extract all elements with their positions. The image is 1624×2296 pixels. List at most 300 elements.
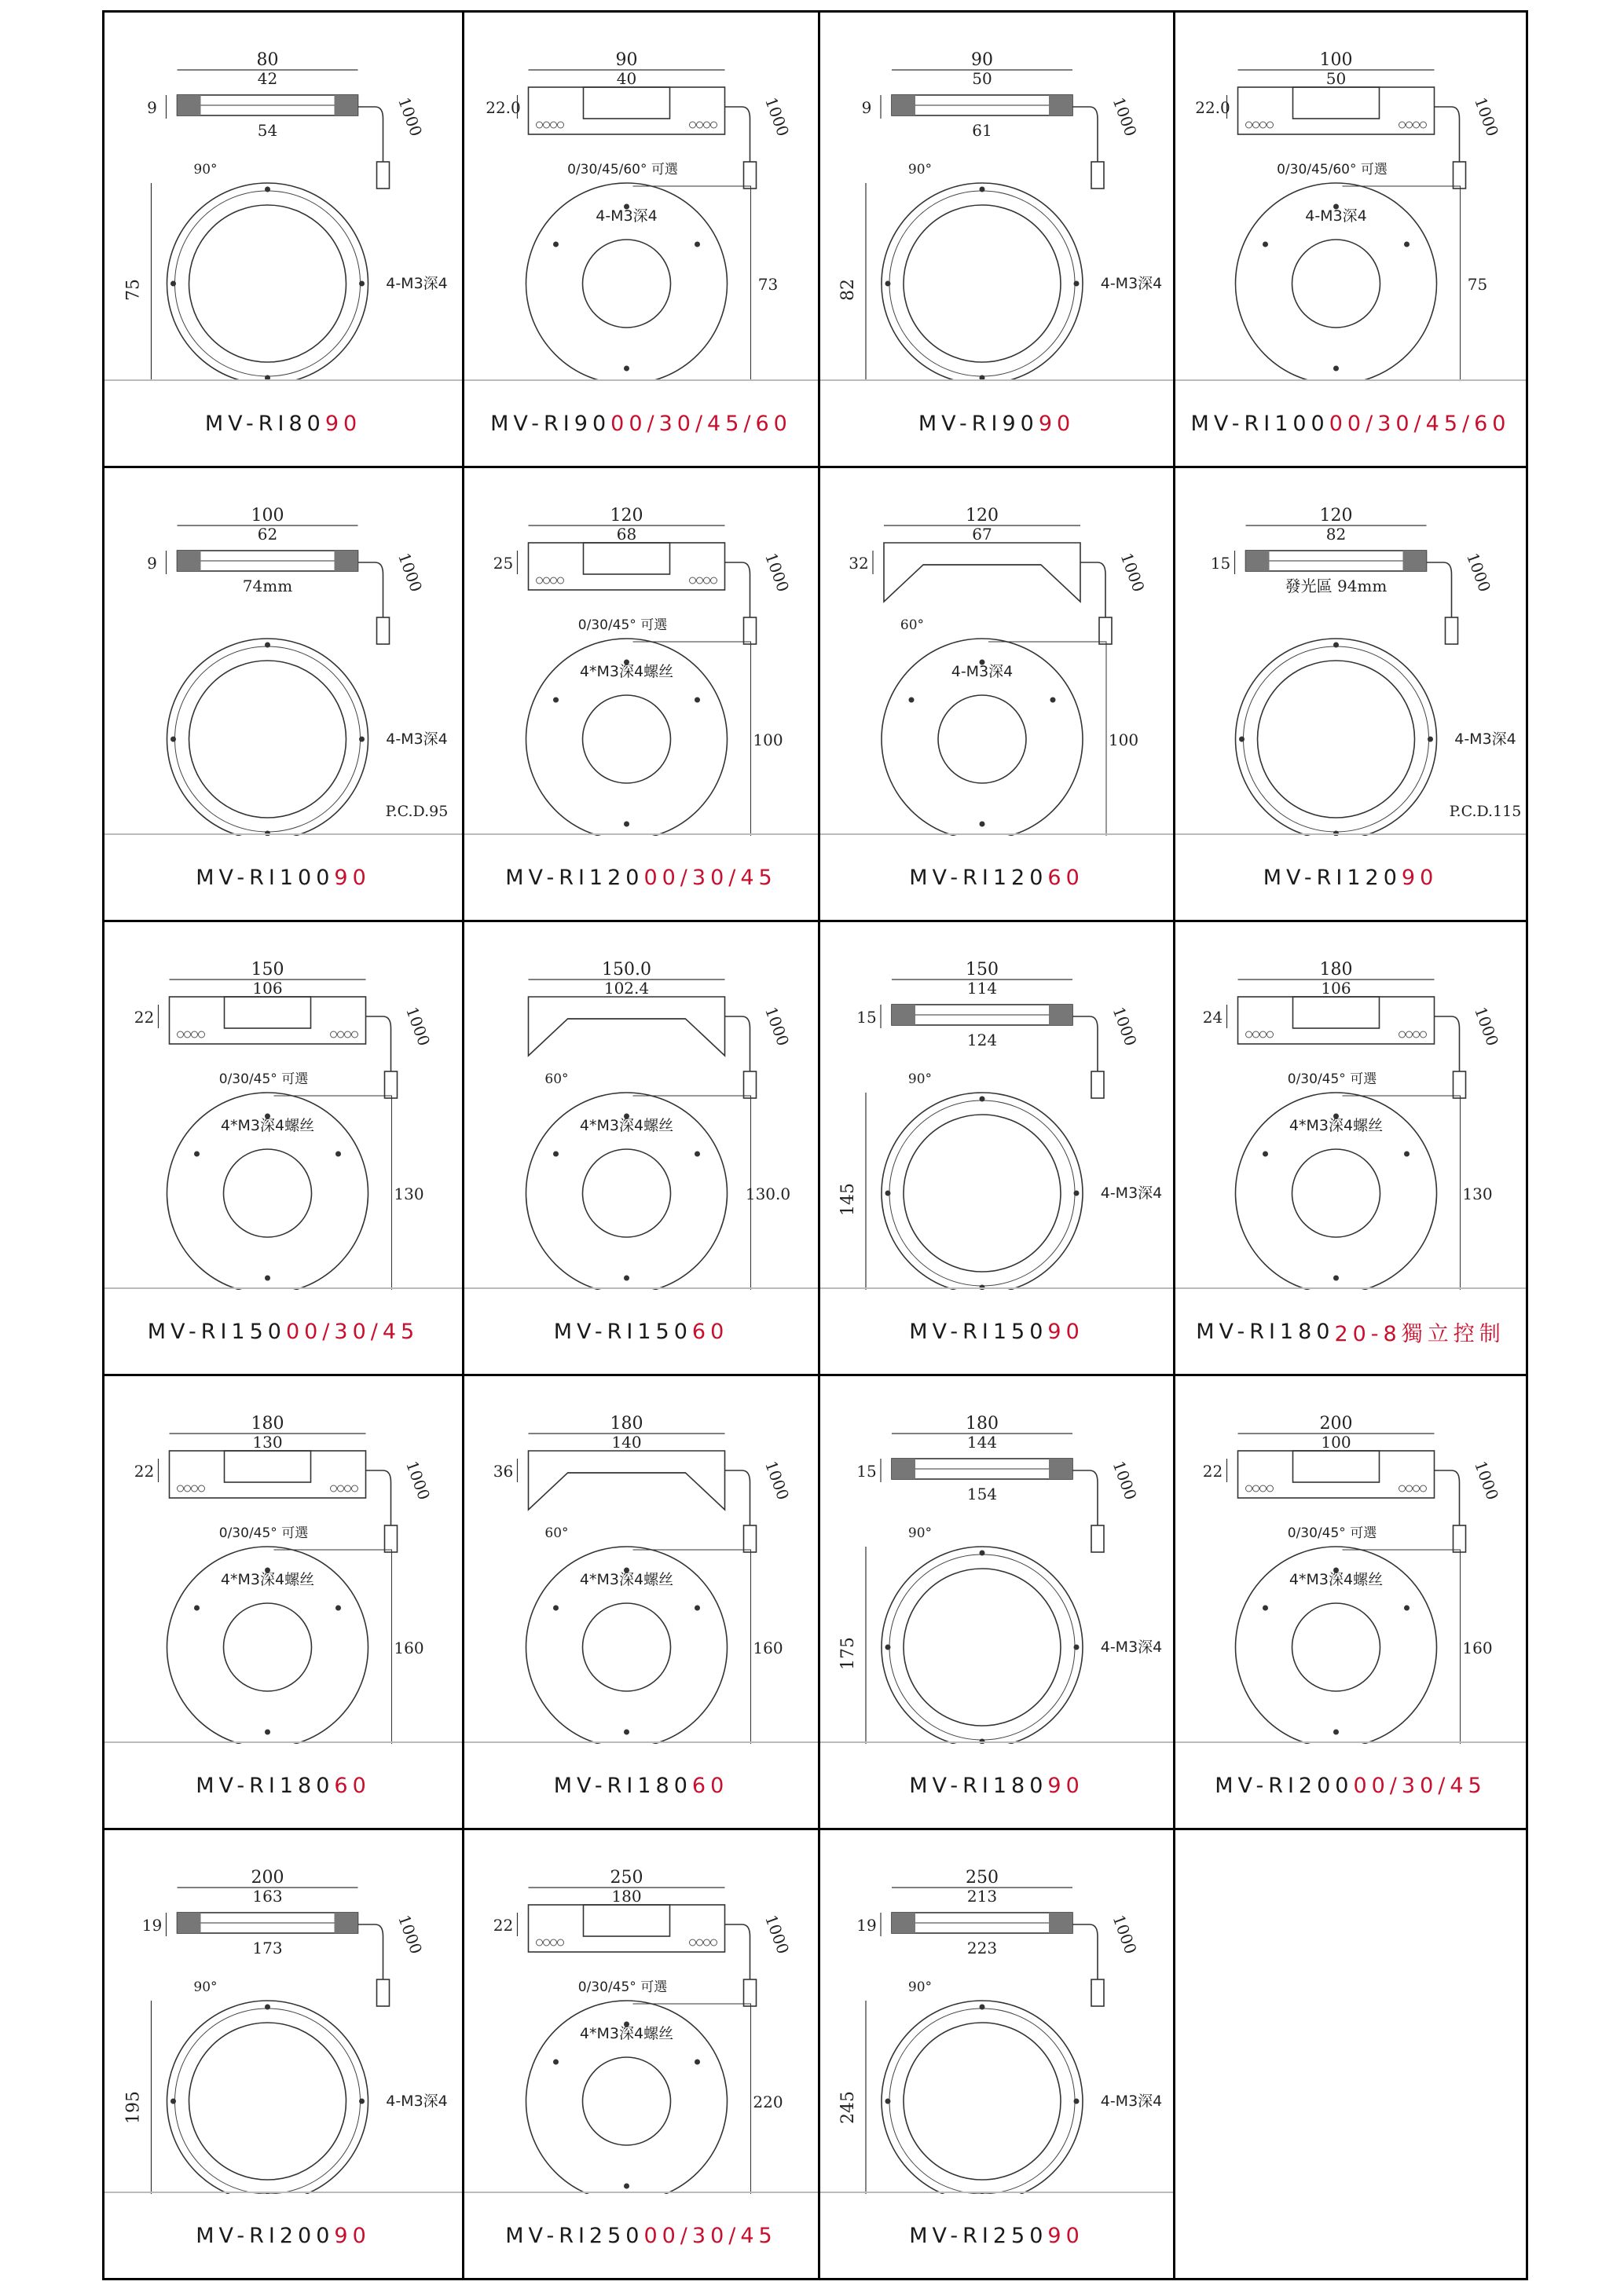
cable bbox=[725, 562, 750, 617]
product-row bbox=[104, 13, 1526, 466]
inner-width-label: 102.4 bbox=[603, 979, 650, 998]
connector bbox=[377, 617, 390, 644]
model-caption bbox=[820, 379, 1173, 466]
cable-length-label: 1000 bbox=[1109, 1458, 1141, 1503]
model-number: MV-RI150 bbox=[553, 1319, 692, 1344]
inner-width-label: 50 bbox=[1325, 69, 1347, 88]
cable-length-label: 1000 bbox=[394, 1912, 427, 1957]
cable-length-label: 1000 bbox=[1109, 94, 1141, 139]
cable-length-label: 1000 bbox=[1116, 550, 1149, 595]
housing-profile bbox=[884, 543, 1080, 602]
technical-drawing bbox=[104, 468, 462, 836]
technical-drawing bbox=[104, 922, 462, 1290]
cable-length-label: 1000 bbox=[1109, 1912, 1141, 1957]
mount-hole bbox=[1333, 1730, 1339, 1735]
diameter-label: 245 bbox=[838, 2091, 858, 2124]
inner-width-label: 106 bbox=[1321, 979, 1351, 998]
cable bbox=[1072, 1016, 1098, 1071]
outer-width-label: 150 bbox=[251, 960, 284, 980]
cable bbox=[1072, 1470, 1098, 1525]
model-suffix: 20-8獨立控制 bbox=[1334, 1321, 1505, 1346]
inner-ring bbox=[583, 1149, 671, 1237]
connector bbox=[1091, 162, 1104, 189]
cable bbox=[725, 1924, 750, 1979]
mount-hole bbox=[265, 643, 270, 648]
cable-length-label: 1000 bbox=[1109, 1004, 1141, 1049]
outer-width-label: 120 bbox=[1319, 506, 1353, 525]
cable bbox=[358, 1924, 383, 1979]
angle-label: 60° bbox=[544, 1071, 569, 1087]
model-number: MV-RI90 bbox=[918, 411, 1039, 436]
diameter-label: 145 bbox=[838, 1183, 858, 1216]
mount-hole bbox=[265, 187, 270, 192]
model-suffix: 60 bbox=[1047, 865, 1084, 890]
model-number: MV-RI120 bbox=[909, 865, 1048, 890]
outer-width-label: 100 bbox=[251, 506, 284, 525]
housing-profile bbox=[529, 997, 725, 1056]
inner-ring bbox=[1292, 1149, 1380, 1237]
mount-hole bbox=[695, 242, 700, 247]
outer-width-label: 120 bbox=[966, 506, 999, 525]
model-suffix: 00/30/45 bbox=[643, 865, 777, 890]
outer-width-label: 180 bbox=[610, 1414, 643, 1434]
technical-drawing bbox=[820, 1830, 1173, 2194]
hole-spec-label: 4*M3深4螺丝 bbox=[579, 663, 674, 680]
model-caption bbox=[104, 379, 462, 466]
model-suffix: 90 bbox=[1047, 1773, 1084, 1798]
emitting-width-label: 54 bbox=[257, 121, 278, 140]
emitting-width-label: 173 bbox=[252, 1939, 283, 1957]
mount-hole bbox=[265, 1276, 270, 1281]
technical-drawing bbox=[820, 1376, 1173, 1744]
inner-ring bbox=[583, 695, 671, 783]
product-cell bbox=[818, 13, 1173, 466]
height-label: 22 bbox=[134, 1008, 155, 1027]
model-number: MV-RI200 bbox=[1215, 1773, 1354, 1798]
inner-ring bbox=[904, 1115, 1061, 1272]
outer-width-label: 200 bbox=[251, 1868, 284, 1888]
inner-bore bbox=[225, 1451, 311, 1482]
model-number: MV-RI120 bbox=[505, 865, 644, 890]
angle-label: 90° bbox=[193, 162, 218, 178]
inner-bore bbox=[1293, 997, 1380, 1028]
mount-hole bbox=[553, 1606, 559, 1611]
product-cell bbox=[462, 922, 818, 1374]
model-caption bbox=[104, 833, 462, 920]
height-label: 22 bbox=[493, 1916, 514, 1935]
emitting-width-label: 223 bbox=[966, 1939, 998, 1957]
cable bbox=[1427, 562, 1452, 617]
technical-drawing bbox=[464, 13, 818, 379]
connector bbox=[377, 162, 390, 189]
mount-hole bbox=[359, 737, 365, 742]
outer-width-label: 180 bbox=[1319, 960, 1353, 980]
mount-hole bbox=[695, 698, 700, 703]
angle-label: 0/30/45° 可選 bbox=[218, 1071, 309, 1087]
hole-spec-label: 4-M3深4 bbox=[386, 275, 448, 292]
mount-hole bbox=[1074, 1645, 1080, 1650]
model-caption bbox=[464, 1287, 818, 1374]
product-cell bbox=[104, 922, 462, 1374]
outer-width-label: 80 bbox=[256, 50, 279, 70]
cable bbox=[1435, 107, 1460, 162]
mount-hole bbox=[1050, 698, 1056, 703]
cable bbox=[1435, 1470, 1460, 1525]
cable-length-label: 1000 bbox=[402, 1004, 434, 1049]
height-label: 9 bbox=[147, 98, 157, 117]
product-cell bbox=[462, 468, 818, 920]
inner-bore bbox=[584, 87, 670, 119]
hole-spec-label: 4-M3深4 bbox=[1100, 275, 1163, 292]
housing-profile bbox=[1238, 997, 1435, 1044]
angle-label: 90° bbox=[907, 1525, 933, 1541]
inner-width-label: 40 bbox=[616, 69, 637, 88]
mount-hole bbox=[1333, 643, 1339, 648]
emitting-width-label: 61 bbox=[972, 121, 992, 140]
mount-hole bbox=[1263, 242, 1268, 247]
model-number: MV-RI80 bbox=[204, 411, 325, 436]
cable-length-label: 1000 bbox=[761, 1458, 794, 1503]
inner-ring bbox=[189, 205, 346, 362]
mount-hole bbox=[553, 698, 559, 703]
height-label: 19 bbox=[856, 1916, 877, 1935]
cable bbox=[1080, 562, 1105, 617]
model-caption bbox=[820, 2192, 1173, 2278]
model-number: MV-RI90 bbox=[490, 411, 611, 436]
inner-bore bbox=[1293, 87, 1380, 119]
technical-drawing bbox=[1175, 13, 1526, 379]
model-number: MV-RI180 bbox=[196, 1773, 335, 1798]
model-number: MV-RI100 bbox=[196, 865, 335, 890]
inner-width-label: 213 bbox=[966, 1887, 998, 1906]
diameter-label: 100 bbox=[753, 731, 783, 749]
hole-spec-label: 4*M3深4螺丝 bbox=[1289, 1117, 1384, 1134]
connector bbox=[744, 617, 757, 644]
hole-spec-label: 4-M3深4 bbox=[1100, 1185, 1163, 1202]
outer-width-label: 250 bbox=[966, 1868, 999, 1888]
inner-ring bbox=[1292, 240, 1380, 328]
inner-ring bbox=[224, 1149, 312, 1237]
mount-hole bbox=[695, 2060, 700, 2065]
product-cell bbox=[818, 922, 1173, 1374]
inner-width-label: 163 bbox=[252, 1887, 283, 1906]
height-label: 22 bbox=[1202, 1462, 1223, 1481]
product-cell bbox=[1173, 1830, 1526, 2278]
model-caption bbox=[1175, 1287, 1526, 1374]
inner-ring bbox=[904, 205, 1061, 362]
mount-hole bbox=[1263, 1606, 1268, 1611]
technical-drawing bbox=[104, 1376, 462, 1744]
connector bbox=[744, 162, 757, 189]
model-caption bbox=[104, 2192, 462, 2278]
model-caption bbox=[464, 1741, 818, 1828]
angle-label: 60° bbox=[544, 1525, 569, 1541]
model-number: MV-RI250 bbox=[909, 2223, 1048, 2248]
angle-label: 0/30/45° 可選 bbox=[577, 617, 668, 633]
mount-hole bbox=[1074, 1191, 1080, 1196]
model-suffix: 90 bbox=[1047, 1319, 1084, 1344]
mount-hole bbox=[624, 366, 629, 372]
model-number: MV-RI100 bbox=[1190, 411, 1329, 436]
model-number: MV-RI180 bbox=[1196, 1319, 1335, 1344]
mount-hole bbox=[1404, 1152, 1410, 1157]
diameter-label: 195 bbox=[123, 2091, 144, 2124]
cable-length-label: 1000 bbox=[761, 1912, 794, 1957]
hole-spec-label: 4-M3深4 bbox=[1100, 1639, 1163, 1656]
height-label: 36 bbox=[493, 1462, 514, 1481]
connector bbox=[1099, 617, 1112, 644]
hole-spec-label: 4*M3深4螺丝 bbox=[579, 1117, 674, 1134]
mount-hole bbox=[885, 1191, 891, 1196]
outer-ring bbox=[167, 183, 368, 379]
mount-hole bbox=[980, 822, 985, 827]
mount-hole bbox=[1333, 1276, 1339, 1281]
model-suffix: 90 bbox=[334, 865, 371, 890]
model-number: MV-RI200 bbox=[196, 2223, 335, 2248]
model-suffix: 90 bbox=[324, 411, 362, 436]
diameter-label: 130.0 bbox=[745, 1185, 791, 1203]
model-caption bbox=[464, 379, 818, 466]
diameter-label: 220 bbox=[753, 2093, 783, 2111]
hole-spec-label: 4*M3深4螺丝 bbox=[220, 1571, 315, 1588]
product-row bbox=[104, 920, 1526, 1374]
cable bbox=[1072, 1924, 1098, 1979]
connector bbox=[744, 1979, 757, 2006]
catalog-sheet bbox=[102, 10, 1528, 2280]
angle-label: 0/30/45° 可選 bbox=[1287, 1525, 1377, 1541]
model-suffix: 00/30/45 bbox=[643, 2223, 777, 2248]
model-number: MV-RI180 bbox=[909, 1773, 1048, 1798]
model-caption bbox=[104, 1287, 462, 1374]
cable-length-label: 1000 bbox=[761, 94, 794, 139]
connector bbox=[1454, 162, 1466, 189]
pcd-label: P.C.D.115 bbox=[1449, 803, 1522, 820]
inner-bore bbox=[225, 997, 311, 1028]
diameter-label: 100 bbox=[1108, 731, 1139, 749]
cable-length-label: 1000 bbox=[1471, 1458, 1503, 1503]
model-caption bbox=[1175, 379, 1526, 466]
mount-hole bbox=[265, 2005, 270, 2010]
inner-ring bbox=[1292, 1603, 1380, 1691]
diameter-label: 130 bbox=[1462, 1185, 1493, 1203]
product-row bbox=[104, 1828, 1526, 2278]
height-label: 19 bbox=[141, 1916, 163, 1935]
height-label: 22.0 bbox=[486, 98, 521, 117]
mount-hole bbox=[553, 1152, 559, 1157]
angle-label: 60° bbox=[900, 617, 925, 633]
mount-hole bbox=[1333, 366, 1339, 372]
diameter-label: 160 bbox=[394, 1639, 424, 1657]
connector bbox=[1454, 1071, 1466, 1098]
mount-hole bbox=[885, 281, 891, 287]
product-cell bbox=[1173, 922, 1526, 1374]
cable-length-label: 1000 bbox=[402, 1458, 434, 1503]
outer-ring bbox=[882, 1547, 1083, 1744]
inner-bore bbox=[584, 543, 670, 574]
mount-hole bbox=[265, 1730, 270, 1735]
inner-width-label: 130 bbox=[252, 1433, 283, 1452]
housing-profile bbox=[529, 87, 725, 134]
model-number: MV-RI150 bbox=[909, 1319, 1048, 1344]
product-cell bbox=[104, 1376, 462, 1828]
height-label: 15 bbox=[856, 1462, 877, 1481]
angle-label: 90° bbox=[907, 1071, 933, 1087]
angle-label: 90° bbox=[193, 1979, 218, 1995]
inner-bore bbox=[1293, 1451, 1380, 1482]
inner-width-label: 42 bbox=[257, 69, 278, 88]
outer-ring bbox=[882, 183, 1083, 379]
technical-drawing bbox=[820, 468, 1173, 836]
model-suffix: 60 bbox=[334, 1773, 371, 1798]
hole-spec-label: 4*M3深4螺丝 bbox=[1289, 1571, 1384, 1588]
model-caption bbox=[1175, 833, 1526, 920]
cable-length-label: 1000 bbox=[1471, 1004, 1503, 1049]
model-suffix: 00/30/45/60 bbox=[1329, 411, 1511, 436]
mount-hole bbox=[1404, 242, 1410, 247]
hole-spec-label: 4-M3深4 bbox=[1454, 731, 1516, 748]
angle-label: 0/30/45/60° 可選 bbox=[567, 162, 678, 178]
connector bbox=[1454, 1525, 1466, 1552]
hole-spec-label: 4-M3深4 bbox=[951, 663, 1014, 680]
outer-width-label: 250 bbox=[610, 1868, 643, 1888]
emitting-width-label: 發光區 94mm bbox=[1285, 577, 1388, 595]
mount-hole bbox=[909, 698, 915, 703]
housing-profile bbox=[529, 1451, 725, 1510]
emitting-width-label: 154 bbox=[966, 1485, 998, 1503]
connector bbox=[1091, 1071, 1104, 1098]
technical-drawing bbox=[464, 1376, 818, 1744]
housing-profile bbox=[1238, 87, 1435, 134]
cable-length-label: 1000 bbox=[761, 550, 794, 595]
connector bbox=[744, 1071, 757, 1098]
outer-width-label: 100 bbox=[1319, 50, 1353, 70]
mount-hole bbox=[359, 2099, 365, 2104]
mount-hole bbox=[335, 1152, 341, 1157]
product-cell bbox=[104, 13, 462, 466]
mount-hole bbox=[695, 1152, 700, 1157]
angle-label: 90° bbox=[907, 162, 933, 178]
inner-width-label: 62 bbox=[257, 525, 278, 544]
outer-width-label: 180 bbox=[251, 1414, 284, 1434]
height-label: 9 bbox=[861, 98, 872, 117]
outer-width-label: 150.0 bbox=[602, 960, 651, 980]
diameter-label: 75 bbox=[1467, 275, 1488, 294]
technical-drawing bbox=[464, 468, 818, 836]
technical-drawing bbox=[464, 922, 818, 1290]
angle-label: 0/30/45° 可選 bbox=[1287, 1071, 1377, 1087]
technical-drawing bbox=[1175, 468, 1526, 836]
model-suffix: 00/30/45 bbox=[285, 1319, 420, 1344]
outer-ring bbox=[167, 639, 368, 836]
technical-drawing bbox=[820, 13, 1173, 379]
outer-width-label: 120 bbox=[610, 506, 643, 525]
diameter-label: 160 bbox=[1462, 1639, 1493, 1657]
mount-hole bbox=[1074, 281, 1080, 287]
connector bbox=[377, 1979, 390, 2006]
outer-ring bbox=[1236, 639, 1437, 836]
diameter-label: 160 bbox=[753, 1639, 783, 1657]
model-number: MV-RI150 bbox=[147, 1319, 286, 1344]
cable bbox=[725, 1016, 750, 1071]
height-label: 15 bbox=[856, 1008, 877, 1027]
outer-width-label: 180 bbox=[966, 1414, 999, 1434]
inner-ring bbox=[938, 695, 1026, 783]
outer-width-label: 90 bbox=[615, 50, 638, 70]
inner-ring bbox=[189, 661, 346, 818]
product-cell bbox=[104, 468, 462, 920]
mount-hole bbox=[885, 1645, 891, 1650]
hole-spec-label: 4-M3深4 bbox=[386, 2093, 448, 2110]
mount-hole bbox=[1428, 737, 1433, 742]
cable-length-label: 1000 bbox=[761, 1004, 794, 1049]
model-suffix: 60 bbox=[691, 1319, 729, 1344]
technical-drawing bbox=[104, 1830, 462, 2194]
model-caption bbox=[820, 1287, 1173, 1374]
angle-label: 0/30/45/60° 可選 bbox=[1277, 162, 1388, 178]
inner-ring bbox=[1258, 661, 1415, 818]
inner-ring bbox=[904, 2023, 1061, 2180]
mount-hole bbox=[624, 2184, 629, 2189]
model-suffix: 60 bbox=[691, 1773, 729, 1798]
inner-width-label: 180 bbox=[611, 1887, 642, 1906]
housing-profile bbox=[1238, 1451, 1435, 1498]
cable bbox=[1435, 1016, 1460, 1071]
mount-hole bbox=[553, 2060, 559, 2065]
inner-ring bbox=[224, 1603, 312, 1691]
inner-width-label: 144 bbox=[966, 1433, 998, 1452]
emitting-width-label: 74mm bbox=[242, 577, 293, 595]
mount-hole bbox=[1239, 737, 1245, 742]
product-cell bbox=[1173, 468, 1526, 920]
mount-hole bbox=[170, 2099, 176, 2104]
mount-hole bbox=[1263, 1152, 1268, 1157]
height-label: 22 bbox=[134, 1462, 155, 1481]
product-row bbox=[104, 1374, 1526, 1828]
height-label: 22.0 bbox=[1195, 98, 1230, 117]
product-row bbox=[104, 466, 1526, 920]
outer-width-label: 200 bbox=[1319, 1414, 1353, 1434]
hole-spec-label: 4*M3深4螺丝 bbox=[579, 2025, 674, 2042]
product-cell bbox=[462, 1830, 818, 2278]
angle-label: 0/30/45° 可選 bbox=[218, 1525, 309, 1541]
outer-ring bbox=[167, 2001, 368, 2194]
connector bbox=[385, 1525, 398, 1552]
pcd-label: P.C.D.95 bbox=[385, 803, 449, 820]
product-cell bbox=[462, 13, 818, 466]
mount-hole bbox=[359, 281, 365, 287]
cable bbox=[725, 107, 750, 162]
height-label: 15 bbox=[1210, 554, 1231, 573]
inner-ring bbox=[189, 2023, 346, 2180]
model-suffix: 90 bbox=[1047, 2223, 1084, 2248]
inner-ring bbox=[904, 1569, 1061, 1726]
inner-width-label: 100 bbox=[1321, 1433, 1351, 1452]
mount-hole bbox=[624, 1730, 629, 1735]
angle-label: 90° bbox=[907, 1979, 933, 1995]
model-suffix: 90 bbox=[334, 2223, 371, 2248]
inner-width-label: 106 bbox=[252, 979, 283, 998]
outer-ring bbox=[882, 2001, 1083, 2194]
product-cell bbox=[1173, 13, 1526, 466]
hole-spec-label: 4-M3深4 bbox=[386, 731, 448, 748]
inner-width-label: 140 bbox=[611, 1433, 642, 1452]
emitting-width-label: 124 bbox=[966, 1031, 998, 1049]
housing-profile bbox=[170, 997, 366, 1044]
diameter-label: 75 bbox=[123, 279, 144, 301]
inner-ring bbox=[583, 240, 671, 328]
inner-width-label: 50 bbox=[972, 69, 992, 88]
model-caption bbox=[464, 2192, 818, 2278]
